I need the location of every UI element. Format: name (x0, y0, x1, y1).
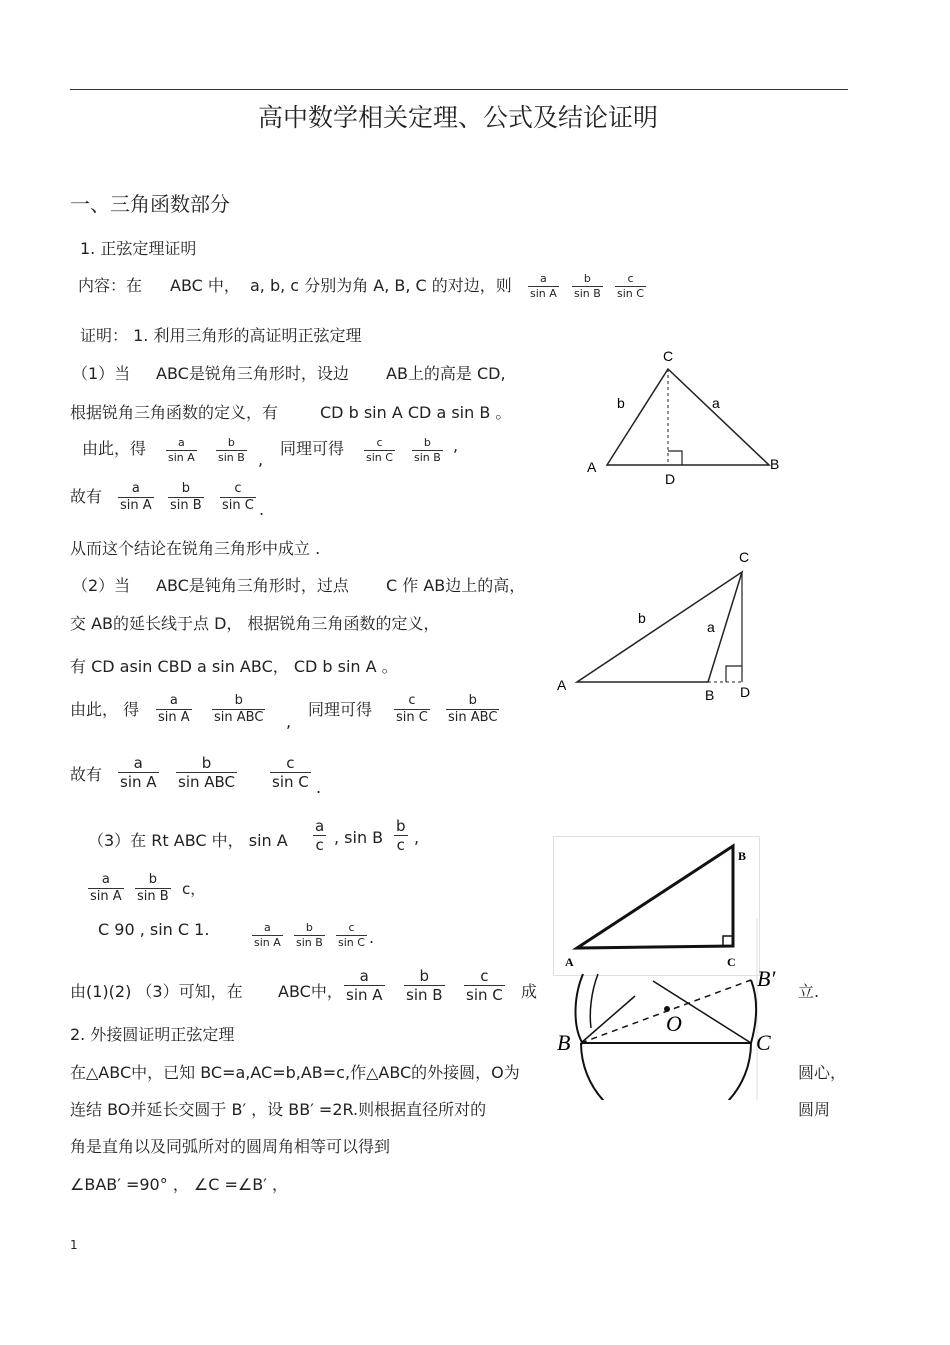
text-line: ABC中， (278, 982, 343, 1001)
fraction (176, 755, 237, 791)
denominator: sin B (574, 286, 601, 300)
chord-line (581, 996, 635, 1043)
denominator: sin C (466, 986, 503, 1005)
numerator: b (572, 273, 603, 287)
numerator: b (396, 817, 406, 835)
side-label: a (712, 395, 720, 411)
vertex-label: D (740, 684, 751, 700)
text-line: , sin B (334, 828, 384, 847)
period: . (316, 778, 322, 797)
vertex-label: B (705, 687, 715, 703)
fraction (572, 273, 603, 300)
numerator: c (615, 273, 646, 287)
vertex-label: A (587, 459, 597, 475)
numerator: c (464, 968, 505, 986)
comma: , (258, 450, 264, 469)
numerator: b (212, 694, 265, 710)
denominator: c (396, 836, 405, 855)
page-number: 1 (70, 1238, 78, 1252)
text-line: C 作 AB边上的高， (386, 576, 526, 595)
vertex-label: A (557, 677, 567, 693)
text-line: 在△ABC中，已知 BC=a,AC=b,AB=c,作△ABC的外接圆，O为 (70, 1063, 520, 1082)
fraction (216, 437, 247, 464)
vertex-label: D (665, 471, 676, 487)
document-title: 高中数学相关定理、公式及结论证明 (257, 103, 658, 132)
text-line: （2）当 (72, 576, 131, 595)
fraction (118, 755, 159, 791)
denominator: sin A (168, 450, 195, 464)
triangle (607, 369, 769, 465)
comma: , (453, 436, 459, 455)
obtuse-triangle-figure (550, 545, 780, 705)
denominator: sin A (530, 286, 557, 300)
fraction (364, 437, 395, 464)
denominator: sin ABC (178, 773, 236, 792)
numerator: b (446, 694, 499, 710)
section-heading: 一、三角函数部分 (70, 192, 230, 216)
right-angle-mark (726, 666, 742, 682)
item-heading: 1. 正弦定理证明 (80, 239, 197, 258)
denominator: sin C (222, 497, 254, 513)
comma: , (414, 828, 420, 847)
denominator: sin ABC (214, 709, 264, 725)
text-line: 从而这个结论在锐角三角形中成立 . (70, 539, 321, 558)
denominator: sin A (346, 986, 383, 1005)
text-line: CD b sin A CD a sin B 。 (320, 403, 512, 422)
vertex-label: B (770, 456, 780, 472)
numerator: a (528, 273, 559, 287)
denominator: sin B (296, 935, 323, 949)
circle-arc (590, 974, 598, 1028)
period: . (259, 500, 265, 519)
fraction (294, 922, 325, 949)
numerator: c (220, 482, 256, 498)
numerator: a (252, 922, 283, 936)
intro-text: ABC 中， (170, 276, 240, 295)
numerator: b (404, 968, 445, 986)
fraction (394, 694, 430, 726)
numerator: b (412, 437, 443, 451)
text-line: （1）当 (72, 364, 131, 383)
numerator: b (294, 922, 325, 936)
proof-heading: 证明： 1. 利用三角形的高证明正弦定理 (80, 326, 362, 345)
numerator: a (166, 437, 197, 451)
fraction (615, 273, 646, 300)
comma: , (286, 712, 292, 731)
point-label: B′ (757, 966, 776, 991)
numerator: b (216, 437, 247, 451)
fraction (336, 922, 367, 949)
fraction (166, 437, 197, 464)
vertex-label: C (739, 549, 750, 565)
circle-arc (581, 1043, 751, 1100)
point-label: C (756, 1030, 771, 1055)
text-line: 由此， 得 (70, 700, 140, 719)
text-line: 圆周 (798, 1100, 831, 1119)
circumcircle-figure (553, 918, 788, 1100)
numerator: b (168, 482, 204, 498)
numerator: c (364, 437, 395, 451)
text-line: 立. (798, 982, 820, 1001)
intro-text: 内容：在 (78, 276, 143, 295)
fraction (270, 755, 311, 791)
text-line: 有 CD asin CBD a sin ABC， CD b sin A 。 (70, 657, 398, 676)
denominator: sin C (366, 450, 393, 464)
fraction (118, 482, 154, 514)
text-line: 根据锐角三角函数的定义，有 (70, 403, 279, 422)
fraction (446, 694, 499, 726)
numerator: c (394, 694, 430, 710)
text-line: 连结 BO并延长交圆于 B′ ，设 BB′ =2R.则根据直径所对的 (70, 1100, 487, 1119)
fraction (168, 482, 204, 514)
point-label: O (666, 1011, 682, 1036)
side-label: b (638, 610, 646, 626)
numerator: c (336, 922, 367, 936)
numerator: b (135, 873, 171, 889)
intro-text: a, b, c 分别为角 A, B, C 的对边，则 (250, 276, 512, 295)
fraction (412, 437, 443, 464)
side-label: a (707, 619, 715, 635)
text-line: 由此，得 (82, 439, 147, 458)
denominator: sin B (406, 986, 443, 1005)
fraction (404, 968, 445, 1004)
item-heading: 2. 外接圆证明正弦定理 (70, 1025, 235, 1044)
vertex-label: C (727, 955, 736, 969)
fraction (220, 482, 256, 514)
denominator: sin A (120, 497, 152, 513)
fraction (394, 818, 408, 854)
fraction (344, 968, 385, 1004)
circle-arc (576, 974, 584, 1044)
fraction (135, 873, 171, 905)
denominator: sin B (137, 888, 169, 904)
text-line: 由(1)(2) （3）可知，在 (70, 982, 243, 1001)
acute-triangle-figure (575, 345, 805, 490)
fraction (252, 922, 283, 949)
denominator: c (315, 836, 324, 855)
denominator: sin B (414, 450, 441, 464)
top-rule (70, 89, 848, 90)
numerator: a (118, 755, 159, 773)
numerator: a (315, 817, 325, 835)
denominator: sin A (90, 888, 122, 904)
point-label: B (557, 1030, 571, 1055)
denominator: sin C (272, 773, 309, 792)
side-label: b (617, 395, 625, 411)
text-line: 同理可得 (308, 700, 373, 719)
text-line: 故有 (70, 487, 103, 506)
denominator: sin A (120, 773, 157, 792)
text-line: ∠BAB′ =90° ， ∠C =∠B′ ， (70, 1175, 288, 1194)
fraction (212, 694, 265, 726)
denominator: sin C (396, 709, 428, 725)
text-line: 圆心， (798, 1063, 847, 1082)
numerator: a (118, 482, 154, 498)
text-line: 故有 (70, 765, 103, 784)
numerator: a (88, 873, 124, 889)
text-line: 成 (521, 982, 538, 1001)
denominator: sin A (158, 709, 190, 725)
period: . (369, 928, 375, 947)
text-line: AB上的高是 CD, (386, 364, 506, 383)
fraction (313, 818, 326, 854)
text-line: c， (182, 880, 206, 898)
vertex-label: C (663, 348, 674, 364)
denominator: sin C (338, 935, 365, 949)
text-line: C 90 , sin C 1. (98, 920, 210, 939)
numerator: b (176, 755, 237, 773)
denominator: sin C (617, 286, 644, 300)
numerator: a (156, 694, 192, 710)
fraction (528, 273, 559, 300)
fraction (156, 694, 192, 726)
denominator: sin B (218, 450, 245, 464)
text-line: 同理可得 (280, 439, 345, 458)
denominator: sin B (170, 497, 202, 513)
text-line: （3）在 Rt ABC 中， sin A (88, 831, 288, 850)
denominator: sin ABC (448, 709, 498, 725)
fraction (464, 968, 505, 1004)
text-line: ABC是锐角三角形时，设边 (156, 364, 349, 383)
triangle (577, 572, 742, 682)
right-angle-mark (668, 451, 682, 465)
vertex-label: A (565, 955, 574, 969)
text-line: 交 AB的延长线于点 D， 根据锐角三角函数的定义， (70, 614, 440, 633)
numerator: a (344, 968, 385, 986)
numerator: c (270, 755, 311, 773)
text-line: 角是直角以及同弧所对的圆周角相等可以得到 (70, 1137, 391, 1156)
vertex-label: B (738, 849, 747, 863)
text-line: ABC是钝角三角形时，过点 (156, 576, 349, 595)
fraction (88, 873, 124, 905)
denominator: sin A (254, 935, 281, 949)
